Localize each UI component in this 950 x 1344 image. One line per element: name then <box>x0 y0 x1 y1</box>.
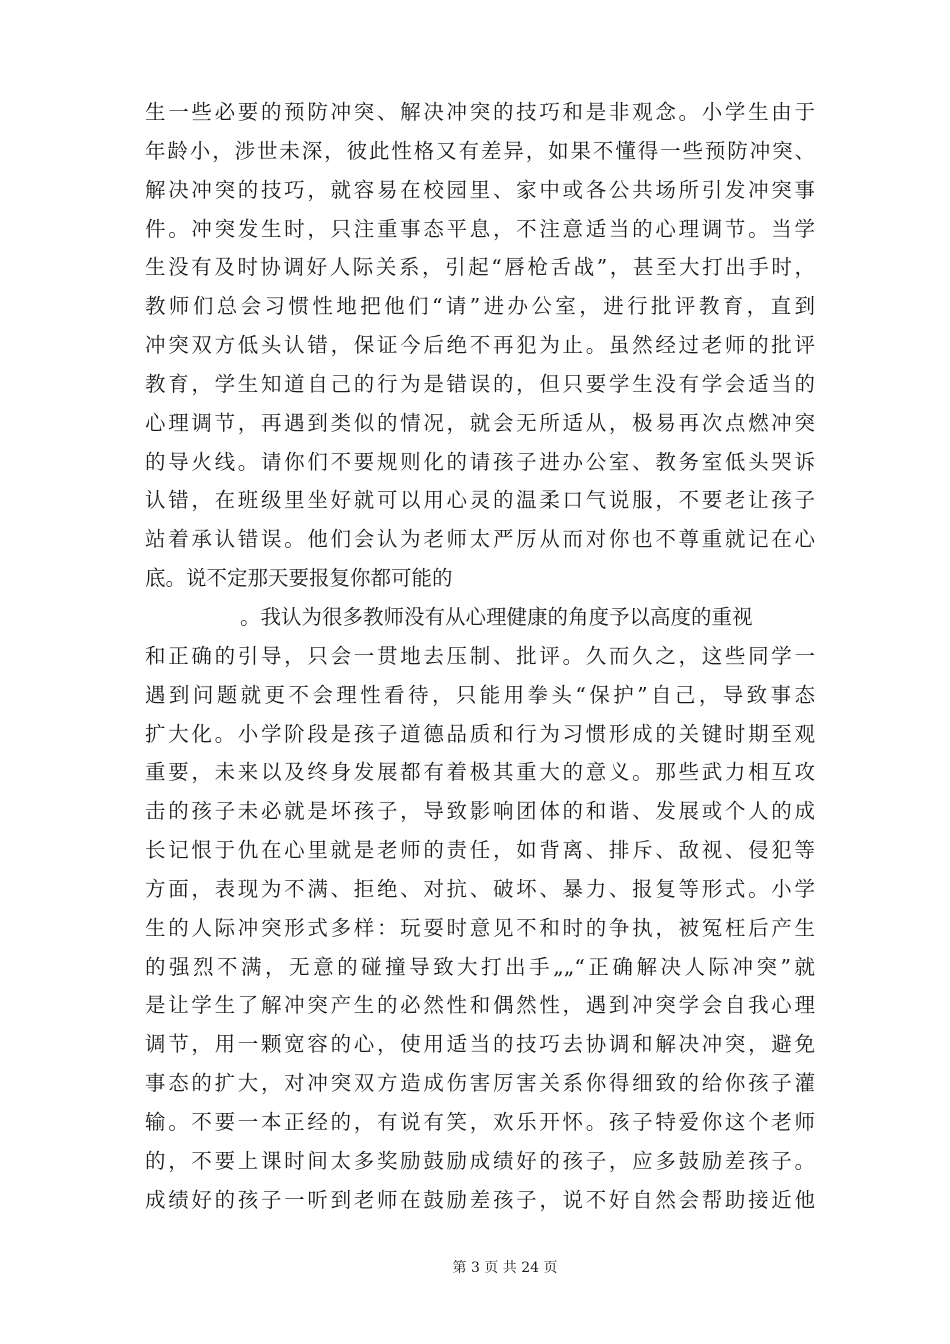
text-line: 件。冲突发生时，只注重事态平息，不注意适当的心理调节。当学 <box>145 216 815 241</box>
text-line: 成绩好的孩子一听到老师在鼓励差孩子，说不好自然会帮助接近他 <box>145 1187 815 1212</box>
text-line: 输。不要一本正经的，有说有笑，欢乐开怀。孩子特爱你这个老师 <box>145 1109 815 1134</box>
text-line: 底。说不定那天要报复你都可能的 <box>145 566 453 591</box>
text-line: 心理调节，再遇到类似的情况，就会无所适从，极易再次点燃冲突 <box>145 410 815 435</box>
text-line: 的导火线。请你们不要规则化的请孩子进办公室、教务室低头哭诉 <box>145 449 815 474</box>
text-line: 冲突双方低头认错，保证今后绝不再犯为止。虽然经过老师的批评 <box>145 333 815 358</box>
text-line: 的强烈不满，无意的碰撞导致大打出手„„“正确解决人际冲突”就 <box>145 954 815 979</box>
text-line: 击的孩子未必就是坏孩子，导致影响团体的和谐、发展或个人的成 <box>145 799 815 824</box>
text-line: 是让学生了解冲突产生的必然性和偶然性，遇到冲突学会自我心理 <box>145 993 815 1018</box>
text-line: 生一些必要的预防冲突、解决冲突的技巧和是非观念。小学生由于 <box>145 100 815 124</box>
page-number: 第 3 页 共 24 页 <box>452 1260 558 1276</box>
text-line: 生没有及时协调好人际关系，引起“唇枪舌战”，甚至大打出手时， <box>145 255 815 280</box>
body-text <box>145 93 815 1219</box>
text-line: 教师们总会习惯性地把他们“请”进办公室，进行批评教育，直到 <box>145 294 815 319</box>
text-line: 重要，未来以及终身发展都有着极其重大的意义。那些武力相互攻 <box>145 760 815 785</box>
text-line: 和正确的引导，只会一贯地去压制、批评。久而久之，这些同学一 <box>145 643 815 668</box>
text-line: 调节，用一颗宽容的心，使用适当的技巧去协调和解决冲突，避免 <box>145 1032 815 1057</box>
text-line: 事态的扩大，对冲突双方造成伤害厉害关系你得细致的给你孩子灌 <box>145 1071 815 1096</box>
text-line: 遇到问题就更不会理性看待，只能用拳头“保护”自己，导致事态 <box>145 682 815 707</box>
page-footer <box>0 1257 950 1278</box>
text-line: 方面，表现为不满、拒绝、对抗、破坏、暴力、报复等形式。小学 <box>145 876 815 901</box>
text-line: 教育，学生知道自己的行为是错误的，但只要学生没有学会适当的 <box>145 371 815 396</box>
text-line: 年龄小，涉世未深，彼此性格又有差异，如果不懂得一些预防冲突、 <box>145 138 815 163</box>
text-line: 认错，在班级里坐好就可以用心灵的温柔口气说服，不要老让孩子 <box>145 488 815 513</box>
text-line: 生的人际冲突形式多样：玩耍时意见不和时的争执，被冤枉后产生 <box>145 915 815 940</box>
text-line: 扩大化。小学阶段是孩子道德品质和行为习惯形成的关键时期至观 <box>145 721 815 746</box>
text-line: 的，不要上课时间太多奖励鼓励成绩好的孩子，应多鼓励差孩子。 <box>145 1148 815 1173</box>
text-line: 长记恨于仇在心里就是老师的责任，如背离、排斥、敌视、侵犯等 <box>145 838 815 863</box>
text-line: 解决冲突的技巧，就容易在校园里、家中或各公共场所引发冲突事 <box>145 177 815 202</box>
text-line: 站着承认错误。他们会认为老师太严厉从而对你也不尊重就记在心 <box>145 527 815 552</box>
text-line: 。我认为很多教师没有从心理健康的角度予以高度的重视 <box>240 604 753 629</box>
